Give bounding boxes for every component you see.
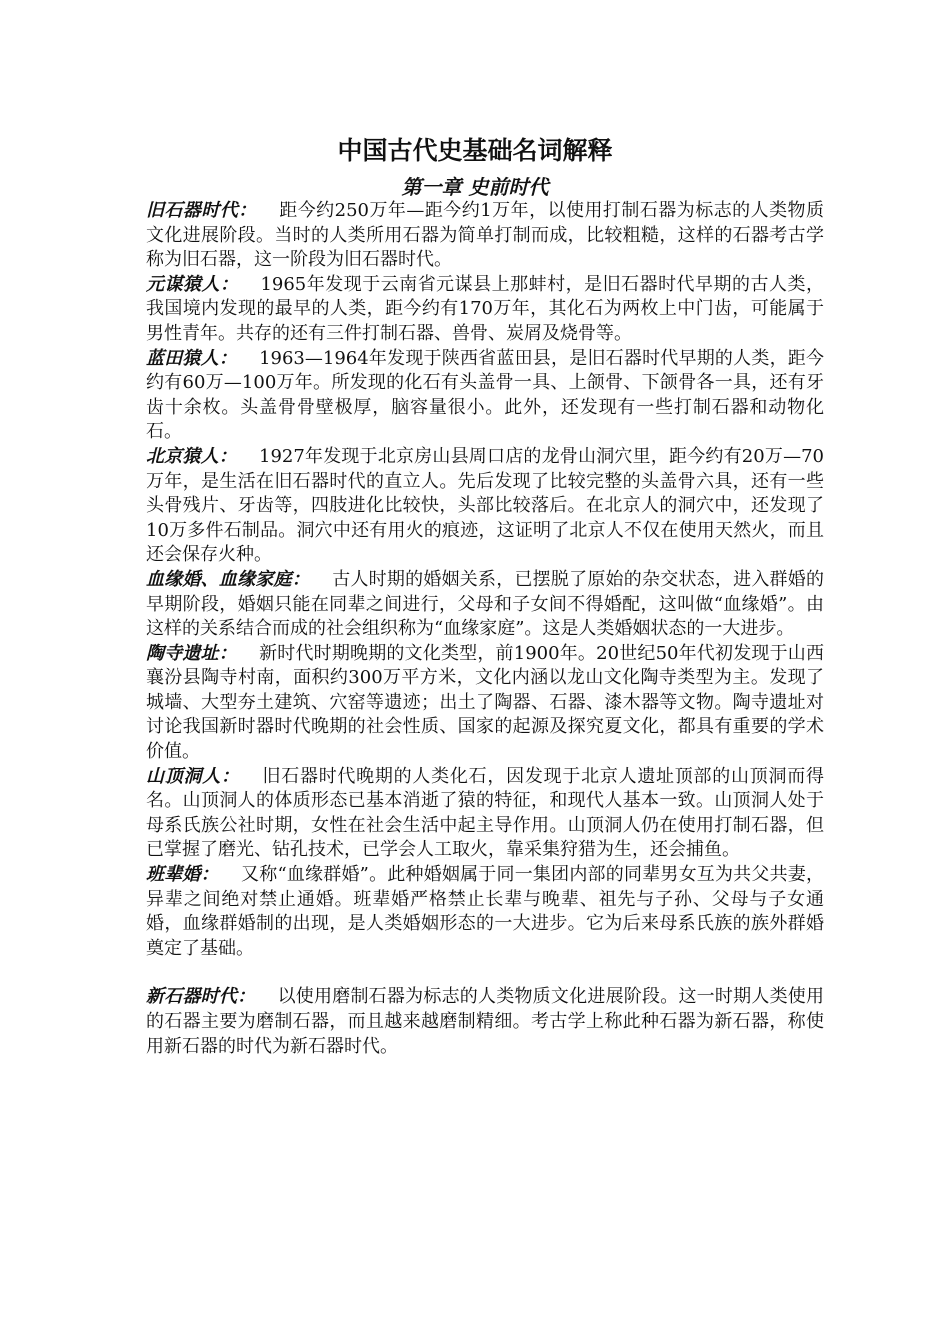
entry-definition: 古人时期的婚姻关系，已摆脱了原始的杂交状态，进入群婚的早期阶段，婚姻只能在同辈之间进行，父母和子女间不得婚配，这叫做“血缘婚”。由这样的关系结合而成的社会组织称为“血缘家庭”。这是人类婚姻状态的一大进步。 [146, 568, 824, 640]
document-title: 中国古代史基础名词解释 [337, 136, 613, 165]
glossary-entry [146, 985, 824, 1059]
entry-definition: 1963—1964年发现于陕西省蓝田县，是旧石器时代早期的人类，距今约有60万—100万年。所发现的化石有头盖骨一具、上颌骨、下颌骨各一具，还有牙齿十余枚。头盖骨骨壁极厚，脑容量很小。此外，还发现有一些打制石器和动物化石。 [146, 347, 824, 443]
entry-term: 旧石器时代： [146, 200, 257, 221]
entry-definition: 新时代时期晚期的文化类型，前1900年。20世纪50年代初发现于山西襄汾县陶寺村南，面积约300万平方米，文化内涵以龙山文化陶寺类型为主。发现了城墙、大型夯土建筑、穴窑等遗迹；出土了陶器、石器、漆木器等文物。陶寺遗址对讨论我国新时器时代晚期的社会性质、国家的起源及探究夏文化，都具有重要的学术价值。 [146, 642, 824, 763]
chapter-title: 第一章 史前时代 [401, 175, 549, 199]
entry-definition: 以使用磨制石器为标志的人类物质文化进展阶段。这一时期人类使用的石器主要为磨制石器，而且越来越磨制精细。考古学上称此种石器为新石器，称使用新石器的时代为新石器时代。 [146, 986, 825, 1057]
glossary-entry [146, 568, 824, 642]
entry-term: 蓝田猿人： [146, 347, 238, 369]
entry-term: 新石器时代： [146, 986, 256, 1008]
glossary-entry [146, 642, 824, 765]
entry-definition: 又称“血缘群婚”。此种婚姻属于同一集团内部的同辈男女互为共父共妻，异辈之间绝对禁止通婚。班辈婚严格禁止长辈与晚辈、祖先与子孙、父母与子女通婚，血缘群婚制的出现，是人类婚姻形态的一大进步。它为后来母系氏族的族外群婚奠定了基础。 [146, 864, 825, 959]
glossary-entry [146, 347, 824, 445]
glossary-entry [146, 199, 824, 273]
entry-definition: 距今约250万年—距今约1万年，以使用打制石器为标志的人类物质文化进展阶段。当时的人类所用石器为简单打制而成，比较粗糙，这样的石器考古学称为旧石器，这一阶段为旧石器时代。 [146, 200, 824, 271]
entry-definition: 旧石器时代晚期的人类化石，因发现于北京人遗址顶部的山顶洞而得名。山顶洞人的体质形态已基本消逝了猿的特征，和现代人基本一致。山顶洞人处于母系氏族公社时期，女性在社会生活中起主导作用。山顶洞人仍在使用打制石器，但已掌握了磨光、钻孔技术，已学会人工取火，靠采集狩猎为生，还会捕鱼。 [146, 765, 825, 861]
glossary-entry [146, 445, 824, 568]
entry-definition: 1927年发现于北京房山县周口店的龙骨山洞穴里，距今约有20万—70万年，是生活在旧石器时代的直立人。先后发现了比较完整的头盖骨六具，还有一些头骨残片、牙齿等，四肢进化比较快，头部比较落后。在北京人的洞穴中，还发现了10万多件石制品。洞穴中还有用火的痕迹，这证明了北京人不仅在使用天然火，而且还会保存火种。 [146, 445, 824, 566]
entry-term: 血缘婚、血缘家庭： [146, 568, 310, 590]
document-body [146, 199, 824, 1059]
entry-term: 北京猿人： [146, 445, 237, 467]
glossary-entry [146, 273, 824, 347]
glossary-entry [146, 863, 824, 961]
entry-term: 元谋猿人： [146, 273, 239, 295]
entry-term: 班辈婚： [146, 864, 219, 886]
entry-term: 陶寺遗址： [146, 642, 237, 664]
entry-definition: 1965年发现于云南省元谋县上那蚌村，是旧石器时代早期的古人类，我国境内发现的最早的人类，距今约有170万年，其化石为两枚上中门齿，可能属于男性青年。共存的还有三件打制石器、兽骨、炭屑及烧骨等。 [146, 273, 824, 344]
entry-term: 山顶洞人： [146, 765, 240, 787]
glossary-entry [146, 765, 824, 863]
